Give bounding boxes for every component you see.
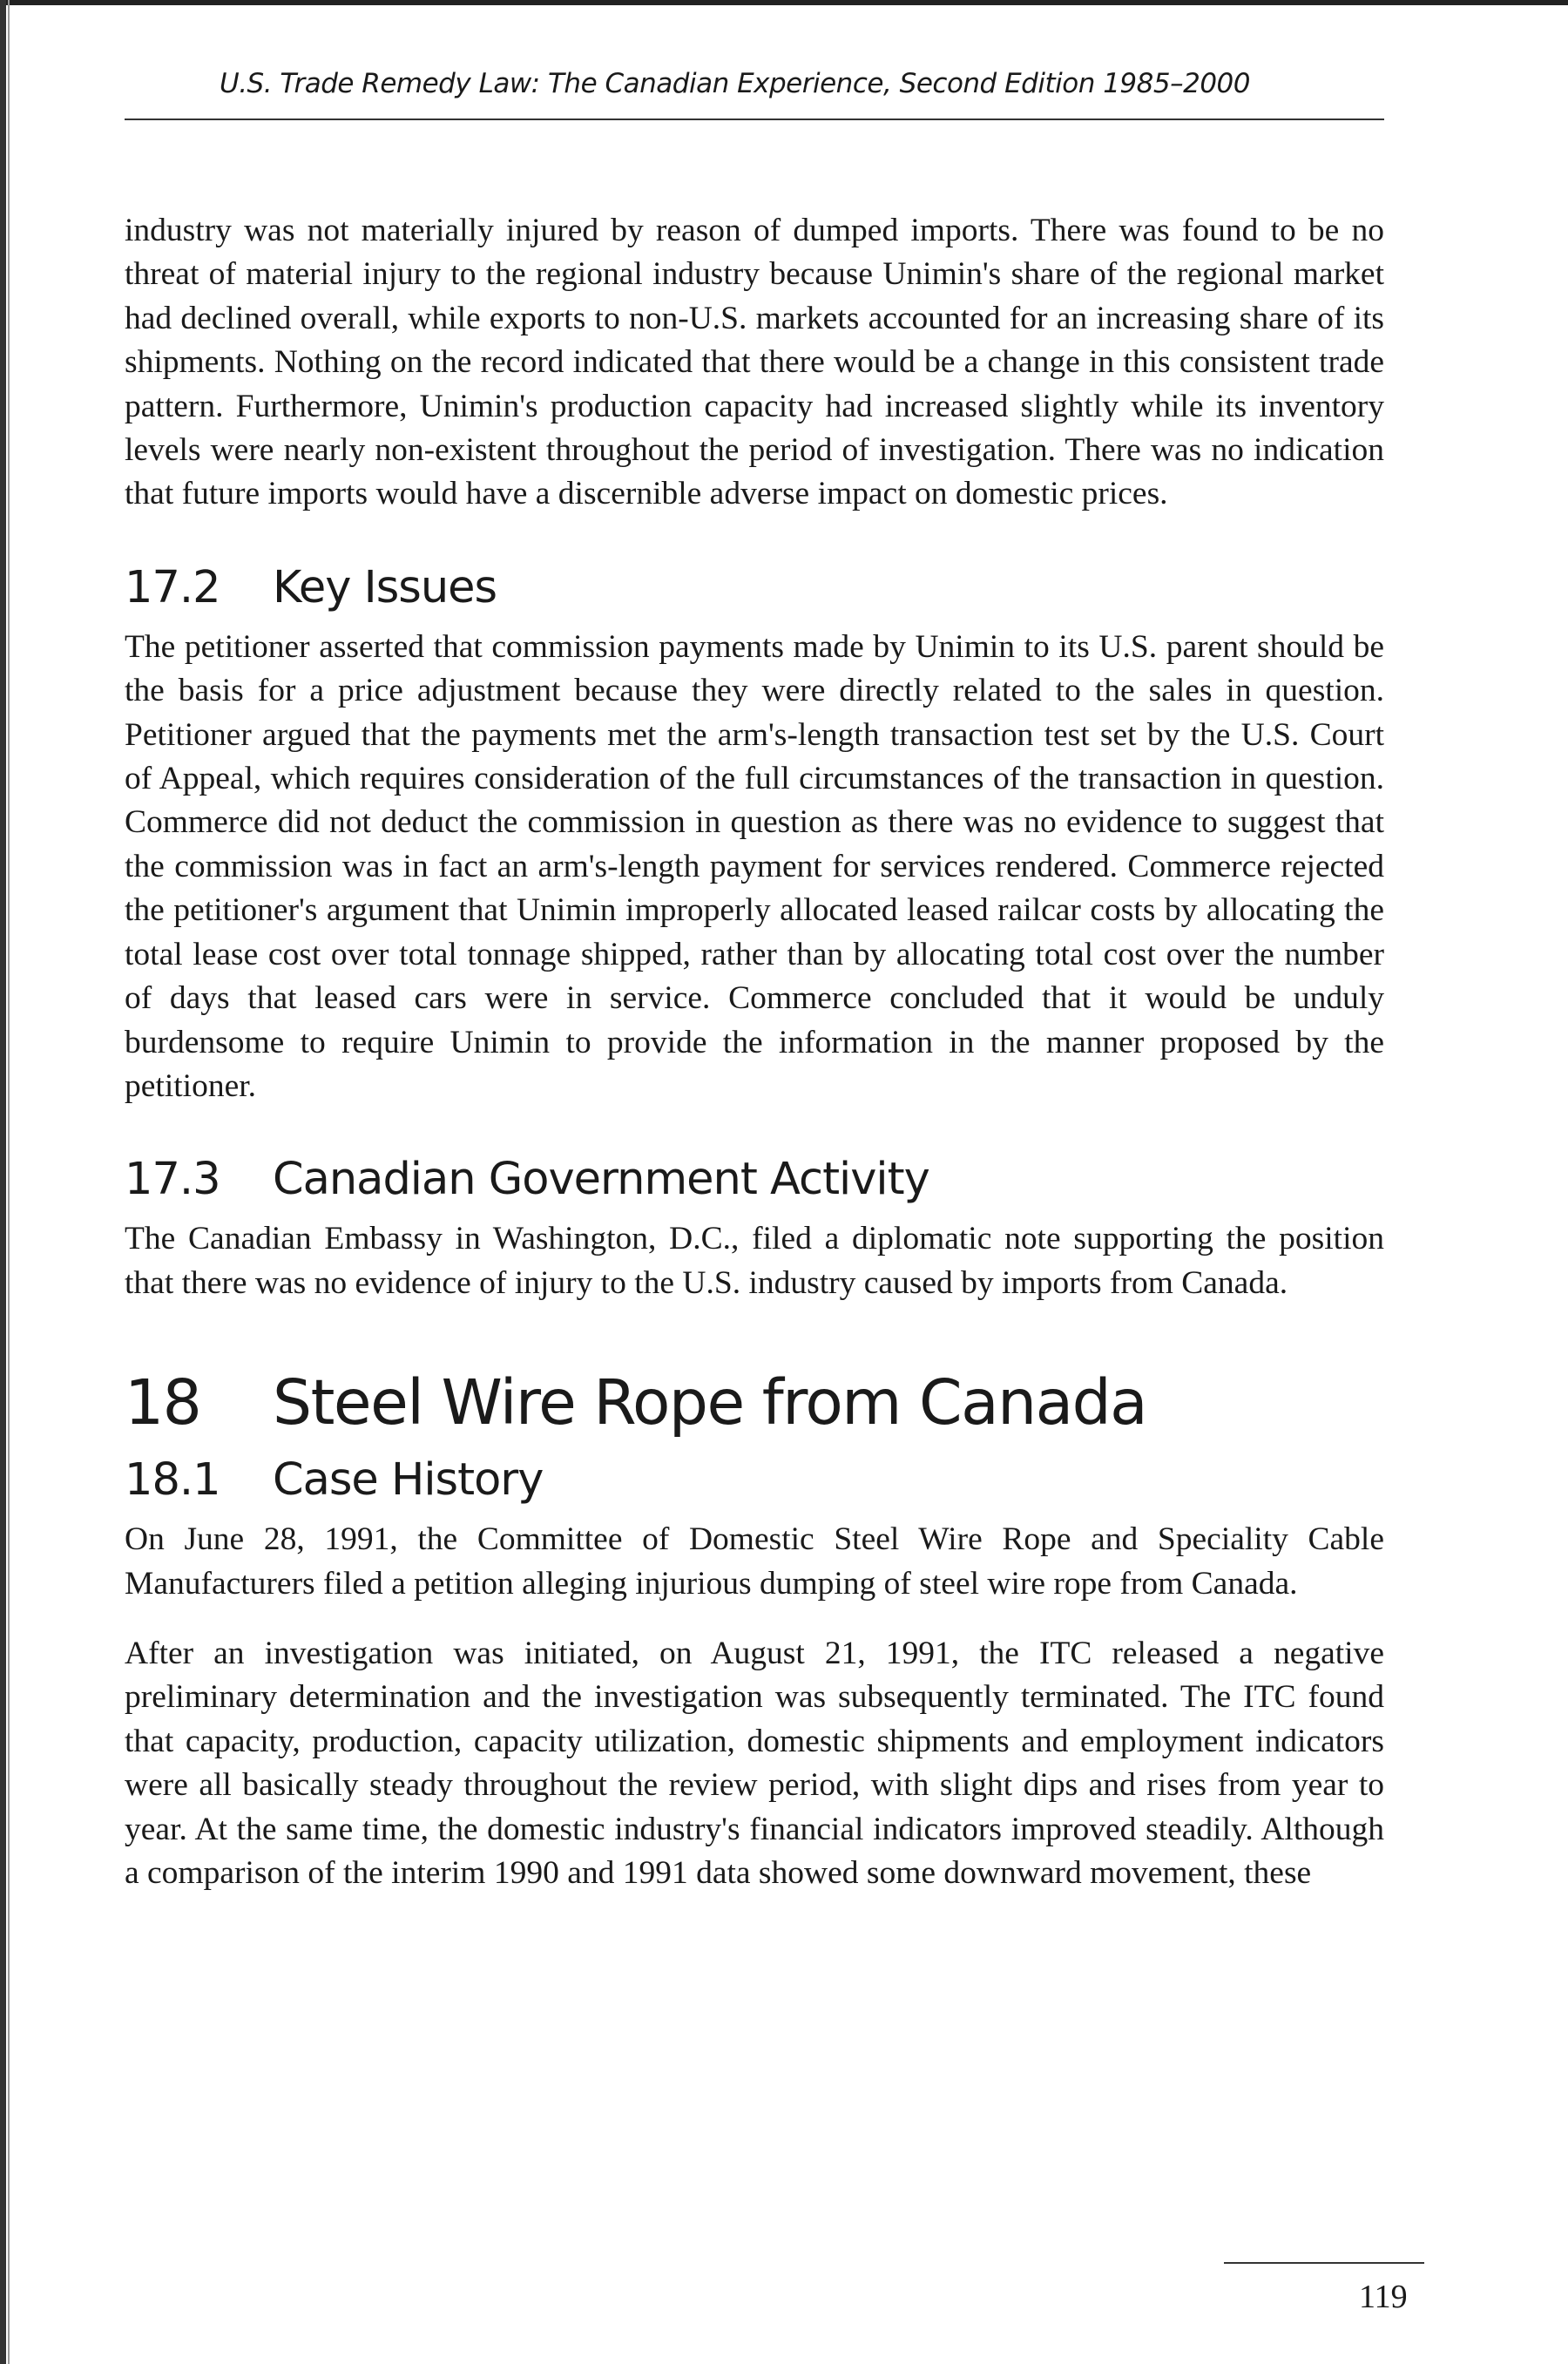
- section-title: Case History: [273, 1454, 544, 1507]
- running-header: U.S. Trade Remedy Law: The Canadian Experience, Second Edition 1985–2000: [220, 68, 1250, 99]
- scan-top-edge: [0, 0, 1568, 5]
- section-18-1-paragraph-1: On June 28, 1991, the Committee of Domestic Steel Wire Rope and Speciality Cable Manufacturers filed a petition alleging injurious dumping of steel wire rope from Canada.: [125, 1521, 1384, 1602]
- scan-left-edge: [0, 0, 6, 2364]
- section-number: 17.2: [125, 561, 220, 613]
- chapter-title: Steel Wire Rope from Canada: [273, 1366, 1147, 1439]
- section-number: 18.1: [125, 1454, 220, 1507]
- page-number: 119: [1359, 2279, 1408, 2315]
- page-content: [125, 209, 1384, 1895]
- intro-paragraph: industry was not materially injured by reason of dumped imports. There was found to be no threat of material injury to the regional industry because Unimin's share of the regional market had declined overall, while exports to non-U.S. markets accounted for an increasing share of its shipments. Nothing on the record indicated that there would be a change in this consistent trade pattern. Furthermore, Unimin's production capacity had increased slightly while its inventory levels were nearly non-existent throughout the period of investigation. There was no indication that future imports would have a discernible adverse impact on domestic prices.: [125, 213, 1384, 512]
- header-rule: [125, 119, 1384, 120]
- section-title: Key Issues: [273, 561, 497, 613]
- section-18-1-heading: [125, 1454, 1384, 1506]
- scan-left-edge-inner: [8, 0, 10, 2364]
- section-17-3-paragraph: The Canadian Embassy in Washington, D.C., filed a diplomatic note supporting the position that there was no evidence of injury to the U.S. industry caused by imports from Canada.: [125, 1221, 1384, 1301]
- section-number: 17.3: [125, 1154, 220, 1206]
- footer-rule: [1224, 2262, 1424, 2264]
- section-17-2-heading: [125, 562, 1384, 613]
- section-title: Canadian Government Activity: [273, 1154, 929, 1206]
- chapter-number: 18: [125, 1366, 201, 1439]
- section-17-2-paragraph: The petitioner asserted that commission payments made by Unimin to its U.S. parent should be the basis for a price adjustment because they were directly related to the sales in question. Petitioner argued that the payments met the arm's-length transaction test set by the U.S. Court of Appeal, which requires consideration of the full circumstances of the transaction in question. Commerce did not deduct the commission in question as there was no evidence to suggest that the commission was in fact an arm's-length payment for services rendered. Commerce rejected the petitioner's argument that Unimin improperly allocated leased railcar costs by allocating the total lease cost over total tonnage shipped, rather than by allocating total cost over the number of days that leased cars were in service. Commerce concluded that it would be unduly burdensome to require Unimin to provide the information in the manner proposed by the petitioner.: [125, 628, 1384, 1104]
- section-18-1-paragraph-2: After an investigation was initiated, on August 21, 1991, the ITC released a negative preliminary determination and the investigation was subsequently terminated. The ITC found that capacity, production, capacity utilization, domestic shipments and employment indicators were all basically steady throughout the review period, with slight dips and rises from year to year. At the same time, the domestic industry's financial indicators improved steadily. Although a comparison of the interim 1990 and 1991 data showed some downward movement, these: [125, 1635, 1384, 1891]
- chapter-18-heading: [125, 1366, 1384, 1439]
- section-17-3-heading: [125, 1154, 1384, 1205]
